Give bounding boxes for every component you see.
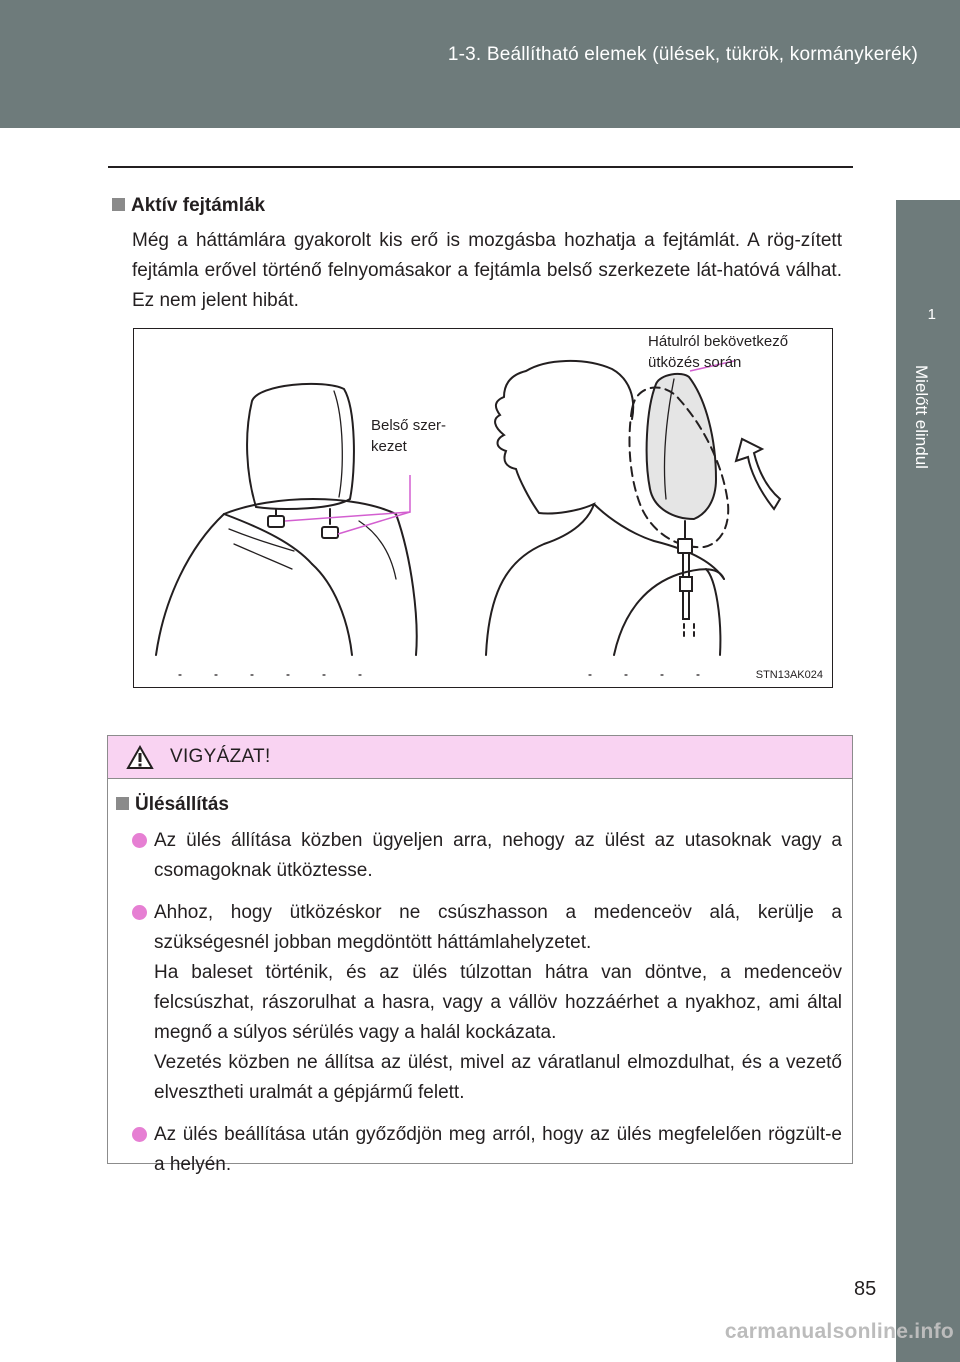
bullet-dot-icon (132, 905, 147, 920)
caution-title: VIGYÁZAT! (170, 746, 271, 767)
caution-bullet: Az ülés állítása közben ügyeljen arra, nehogy az ülést az utasoknak vagy a csomagoknak ütköztesse. (132, 826, 842, 886)
square-bullet-icon (112, 198, 125, 211)
caution-bullet: Ahhoz, hogy ütközéskor ne csúszhasson a medenceöv alá, kerülje a szükségesnél jobban megdöntött háttámlahelyzetet. Ha baleset történik, és az ülés túlzottan hátra van döntve, a medenceöv felcsúszhat, rászorulhat a hasra, vagy a vállöv hozzáérhet a nyakhoz, ami által megnő a súlyos sérülés vagy a halál kockázata. Vezetés közben ne állítsa az ülést, mivel az váratlanul elmozdulhat, és a vezető elvesztheti uralmát a gépjármű felett. (132, 898, 842, 1108)
figure-code: STN13AK024 (755, 669, 823, 681)
side-tab-number: 1 (927, 306, 936, 323)
chapter-title: 1-3. Beállítható elemek (ülések, tükrök, kormánykerék) (447, 44, 918, 65)
header-bar (0, 0, 960, 128)
caution-subtitle: Ülésállítás (116, 794, 229, 816)
watermark: carmanualsonline.info (724, 1320, 954, 1343)
side-tab (896, 200, 960, 362)
section-title: Aktív fejtámlák (112, 195, 265, 217)
bullet-dot-icon (132, 833, 147, 848)
label-internal: Belső szer- kezet (371, 417, 447, 455)
warning-icon (126, 745, 154, 771)
top-rule (108, 166, 853, 168)
headrest-illustration (134, 329, 834, 689)
caution-bullet: Az ülés beállítása után győződjön meg arról, hogy az ülés megfelelően rögzült-e a helyén. (132, 1120, 842, 1180)
intro-paragraph: Még a háttámlára gyakorolt kis erő is mozgásba hozhatja a fejtámlát. A rög-zített fejtámla erővel történő felnyomásakor a fejtámla belső szerkezete lát-hatóvá válhat. Ez nem jelent hibát. (132, 230, 842, 311)
caution-header (108, 736, 852, 779)
caution-box (107, 735, 853, 1175)
square-bullet-icon (116, 797, 129, 810)
headrest-figure (133, 328, 833, 688)
label-rear-impact: Hátulról bekövetkező ütközés során (648, 333, 789, 371)
bullet-dot-icon (132, 1127, 147, 1142)
page-number: 85 (854, 1278, 877, 1300)
side-tab-label: Mielőtt elindul (912, 365, 931, 469)
caution-bullets (132, 826, 842, 1192)
